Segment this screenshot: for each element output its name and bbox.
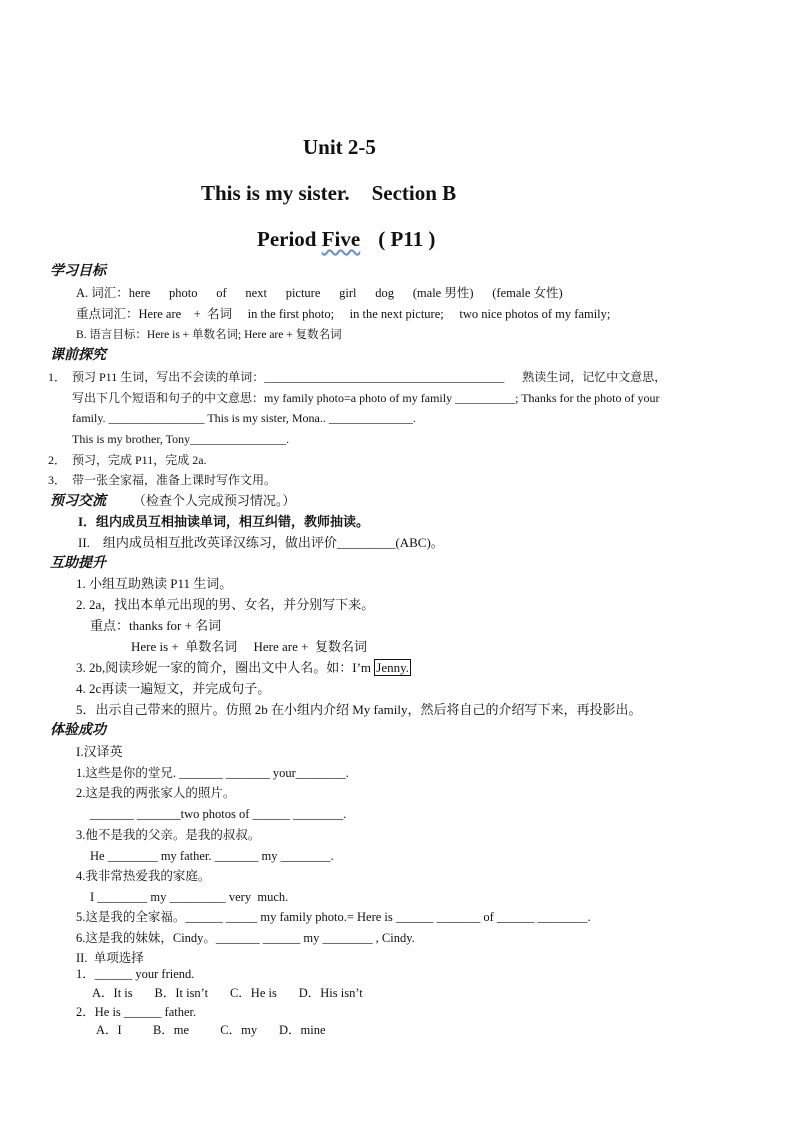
help-key1: 重点：thanks for + 名词 [90, 618, 222, 633]
preview-item1-line4: This is my brother, Tony________________. [72, 432, 290, 446]
preview-item3: 3． 带一张全家福，准备上课时写作文用。 [48, 473, 277, 487]
help-item3 [76, 660, 411, 676]
choice-q2: 2．He is ______ father. [76, 1005, 197, 1019]
help-item3-boxed-name: Jenny. [376, 660, 410, 675]
preview-item1-line1: 1． 预习 P11 生词，写出不会读的单词：________________________________________ 熟读生词，记忆中文意思， [48, 370, 667, 384]
period-word: Period [257, 227, 317, 251]
help-item3-text: 3. 2b,阅读珍妮一家的简介，圈出文中人名。如：I’m [76, 660, 372, 675]
preview-item2: 2． 预习，完成 P11，完成 2a. [48, 453, 207, 467]
practice-part1: I.汉译英 [76, 744, 123, 759]
period-title [257, 226, 435, 252]
practice-q4: 4.我非常热爱我的家庭。 [76, 869, 211, 883]
practice-q3-answer: He ________ my father. _______ my ________. [90, 849, 334, 863]
period-page: ( P11 ) [378, 227, 436, 251]
goals-key-phrases: 重点词汇：Here are + 名词 in the first photo; in the next picture; two nice photos of my family; [76, 307, 611, 321]
section-title-text: Section B [371, 181, 457, 205]
help-item5: 5．出示自己带来的照片。仿照 2b 在小组内介绍 My family，然后将自己的介绍写下来，再投影出。 [76, 702, 642, 717]
practice-q5: 5.这是我的全家福。______ _____ my family photo.= Here is ______ _______ of ______ ________. [76, 910, 591, 924]
practice-q3: 3.他不是我的父亲。是我的叔叔。 [76, 828, 261, 842]
period-number: Five [321, 227, 361, 251]
help-item4: 4. 2c再读一遍短文，并完成句子。 [76, 681, 271, 696]
exchange-heading-text: 预习交流 [50, 493, 106, 509]
practice-q2: 2.这是我的两张家人的照片。 [76, 786, 236, 800]
exchange-item1: I．组内成员互相抽读单词，相互纠错，教师抽读。 [78, 514, 370, 529]
help-item1: 1. 小组互助熟读 P11 生词。 [76, 576, 233, 591]
goals-language: B. 语言目标：Here is + 单数名词; Here are + 复数名词 [76, 329, 342, 341]
practice-q4-answer: I ________ my _________ very much. [90, 890, 289, 904]
practice-q2-answer: _______ _______two photos of ______ ________. [90, 807, 347, 821]
practice-heading: 体验成功 [50, 722, 106, 738]
goals-heading: 学习目标 [50, 263, 106, 279]
exchange-note: （检查个人完成预习情况。） [132, 494, 296, 509]
preview-item1-line2: 写出下几个短语和句子的中文意思：my family photo=a photo of my family __________; Thanks for the photo of your [72, 391, 660, 405]
choice-q1: 1．______ your friend. [76, 967, 195, 981]
unit-title: Unit 2-5 [303, 135, 376, 159]
choice-q1-options: A．It is B．It isn’t C．He is D．His isn’t [92, 986, 363, 1000]
help-item2: 2. 2a，找出本单元出现的男、女名，并分别写下来。 [76, 597, 375, 612]
help-key2: Here is + 单数名词 Here are + 复数名词 [131, 639, 367, 654]
practice-q1: 1.这些是你的堂兄. _______ _______ your________. [76, 766, 349, 780]
exchange-item2: II. 组内成员相互批改英译汉练习，做出评价_________(ABC)。 [78, 535, 444, 550]
practice-q6: 6.这是我的妹妹，Cindy。_______ ______ my ________ , Cindy. [76, 931, 415, 945]
help-heading: 互助提升 [50, 555, 106, 571]
practice-part2: II. 单项选择 [76, 951, 144, 965]
preview-item1-line3: family. ________________ This is my sister, Mona.. ______________. [72, 411, 416, 425]
goals-vocab: A. 词汇：here photo of next picture girl dog (male 男性) (female 女性) [76, 286, 563, 300]
exchange-heading [50, 492, 295, 511]
lesson-title-text: This is my sister. [201, 181, 350, 205]
preview-heading: 课前探究 [50, 347, 106, 363]
lesson-title [201, 180, 456, 206]
choice-q2-options: A．I B．me C．my D．mine [96, 1023, 326, 1037]
